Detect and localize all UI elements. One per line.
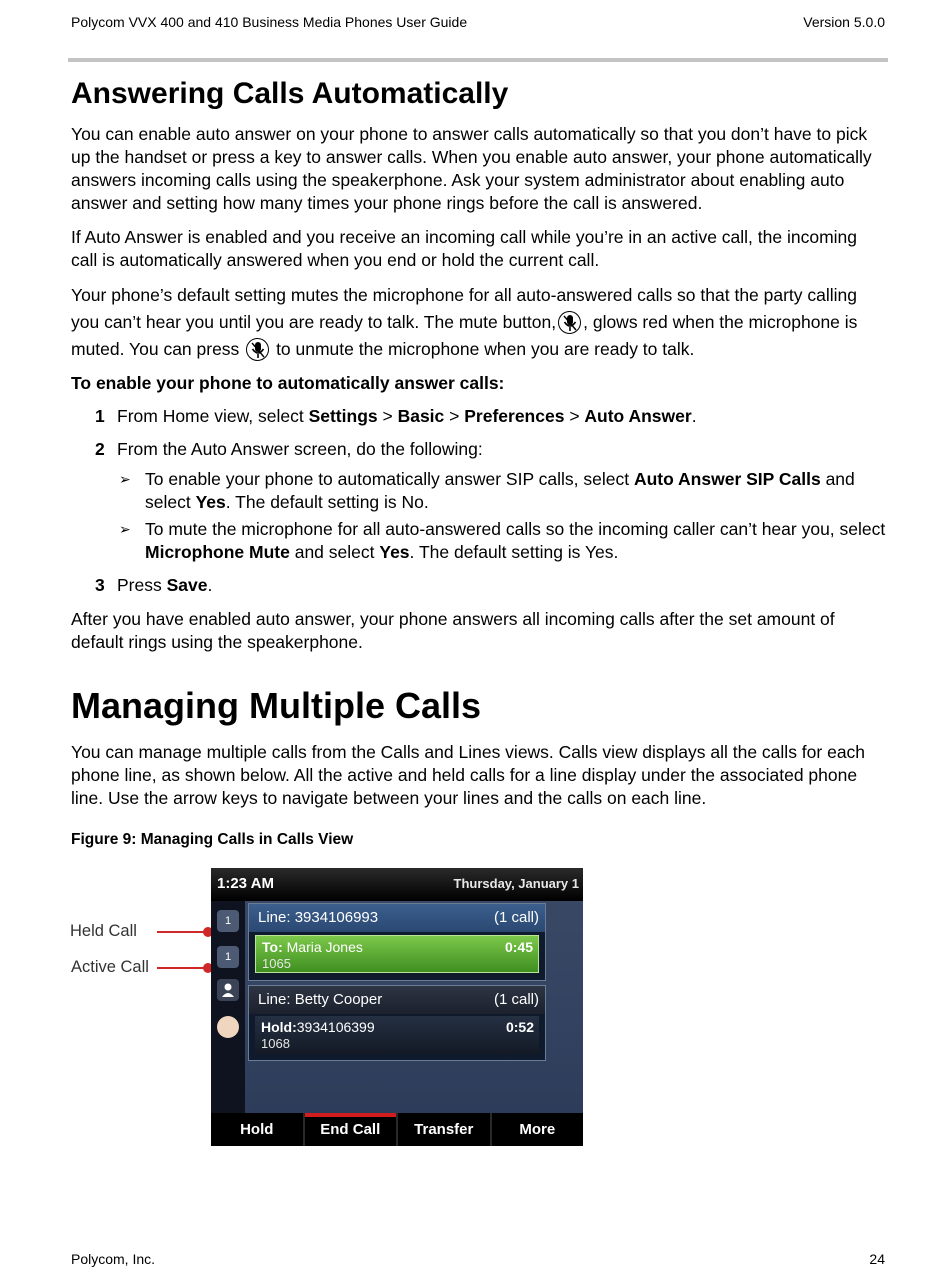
separator: > [564,406,585,426]
call-timer: 0:52 [505,1019,534,1035]
step-number: 2 [95,439,105,459]
step-text: From Home view, select [117,406,309,426]
softkey-more[interactable]: More [519,1121,556,1138]
option-yes: Yes [379,542,410,562]
mute-microphone-icon [558,311,581,334]
call-state: Hold: [261,1019,297,1035]
step-3 [95,574,885,597]
menu-auto-answer: Auto Answer [584,406,692,426]
separator: > [444,406,465,426]
line-label: Line: 3934106993 [258,909,379,926]
call-party-name: Maria Jones [282,939,363,955]
footer-company: Polycom, Inc. [71,1251,156,1267]
phone-status-bar [211,868,583,901]
section-heading-auto-answer: Answering Calls Automatically [71,77,509,110]
step-1 [95,405,885,428]
mute-text-b: , glows red when the microphone is muted. You can press [71,312,858,359]
header-divider [68,58,888,62]
step-text-end: . [691,406,697,426]
mute-text-c: to unmute the microphone when you are ready to talk. [276,339,695,359]
call-timer: 0:45 [504,939,533,955]
held-call-icon [217,910,239,932]
page-number: 24 [869,1251,885,1267]
paragraph-multiple-calls: You can manage multiple calls from the Calls and Lines views. Calls view displays all the calls for each phone line, as shown below. All the active and held calls for a line display under the associated phone line. Use the arrow keys to navigate between your lines and the calls on each line. [71,742,866,808]
callout-leader-active [157,967,207,969]
phone-time: 1:23 AM [217,875,274,892]
line-group-2[interactable] [248,985,546,1061]
separator: > [377,406,398,426]
step-2 [95,438,885,461]
page-footer [71,1251,885,1267]
line-label: Line: Betty Cooper [258,991,383,1008]
paragraph-mute-default [71,282,886,363]
callout-leader-held [157,931,207,933]
softkey-hold[interactable]: Hold [211,1113,305,1146]
callout-active-call: Active Call [71,958,149,976]
active-call-icon [217,946,239,968]
softkey-transfer[interactable]: Transfer [398,1113,492,1146]
option-auto-answer-sip: Auto Answer SIP Calls [633,469,821,489]
step-text: Press [117,575,167,595]
option-save: Save [166,575,208,595]
call-party [261,1019,375,1035]
line-call-count: (1 call) [493,991,539,1008]
substep-microphone-mute [117,518,887,564]
line-group-1[interactable] [248,903,546,981]
option-yes: Yes [195,492,226,512]
held-call-row[interactable] [255,1016,539,1054]
menu-preferences: Preferences [464,406,565,426]
softkey-bar [211,1113,583,1146]
call-party [262,939,363,955]
page-header [71,14,885,30]
softkey-end-call[interactable]: End Call [305,1113,399,1146]
call-extension: 1068 [261,1036,290,1051]
phone-calls-view-screenshot [211,868,583,1146]
callout-held-call: Held Call [70,922,137,940]
substep-sip-calls [117,468,887,514]
call-party-number: 3934106399 [296,1019,375,1035]
active-call-row[interactable] [255,935,539,973]
step-number: 1 [95,406,105,426]
paragraph-after-enable: After you have enabled auto answer, your phone answers all incoming calls after the set amount of default rings using the speakerphone. [71,609,835,652]
contacts-icon [217,979,239,1001]
section-heading-multiple-calls: Managing Multiple Calls [71,685,482,726]
option-microphone-mute: Microphone Mute [145,542,290,562]
mute-text-a: Your phone’s default setting mutes the microphone for all auto-answered calls so that the party calling you can’t hear you until you are ready to talk. The mute button, [71,285,858,332]
substep-text: and select [145,469,855,512]
paragraph-auto-answer-active-call: If Auto Answer is enabled and you receive an incoming call while you’re in an active call, the incoming call is automatically answered when you end or hold the current call. [71,227,857,270]
line-header-2[interactable] [249,986,545,1014]
line-key-number: 1 [224,915,232,927]
call-extension: 1065 [262,956,291,971]
menu-basic: Basic [397,406,445,426]
step-text: From the Auto Answer screen, do the following: [117,439,483,459]
substep-text: To mute the microphone for all auto-answered calls so the incoming caller can’t hear you, select [145,519,886,539]
step-text-end: . [207,575,213,595]
line-key-number: 1 [224,951,232,963]
phone-line-keys [211,901,245,1113]
presence-icon [217,1016,239,1038]
menu-settings: Settings [308,406,378,426]
document-version: Version 5.0.0 [803,14,885,30]
figure-caption: Figure 9: Managing Calls in Calls View [71,831,354,848]
substep-text: To enable your phone to automatically answer SIP calls, select [145,469,634,489]
substep-text: . The default setting is Yes. [409,542,619,562]
document-title: Polycom VVX 400 and 410 Business Media Phones User Guide [71,14,468,30]
phone-date: Thursday, January 1 [453,876,579,891]
call-direction: To: [262,939,283,955]
unmute-microphone-icon [246,338,269,361]
procedure-title: To enable your phone to automatically answer calls: [71,373,505,393]
line-header-1[interactable] [249,904,545,932]
line-call-count: (1 call) [493,909,539,926]
substep-text: and select [289,542,380,562]
substep-text: . The default setting is No. [225,492,429,512]
paragraph-auto-answer-intro: You can enable auto answer on your phone to answer calls automatically so that you don’t have to pick up the handset or press a key to answer calls. When you enable auto answer, your phone automatically answers incoming calls using the speakerphone. Ask your system administrator about enabling auto answer and setting how many times your phone rings before the call is answered. [71,124,872,213]
step-number: 3 [95,575,105,595]
bullet-arrow-icon: ➢ [119,471,131,487]
bullet-arrow-icon: ➢ [119,521,131,537]
